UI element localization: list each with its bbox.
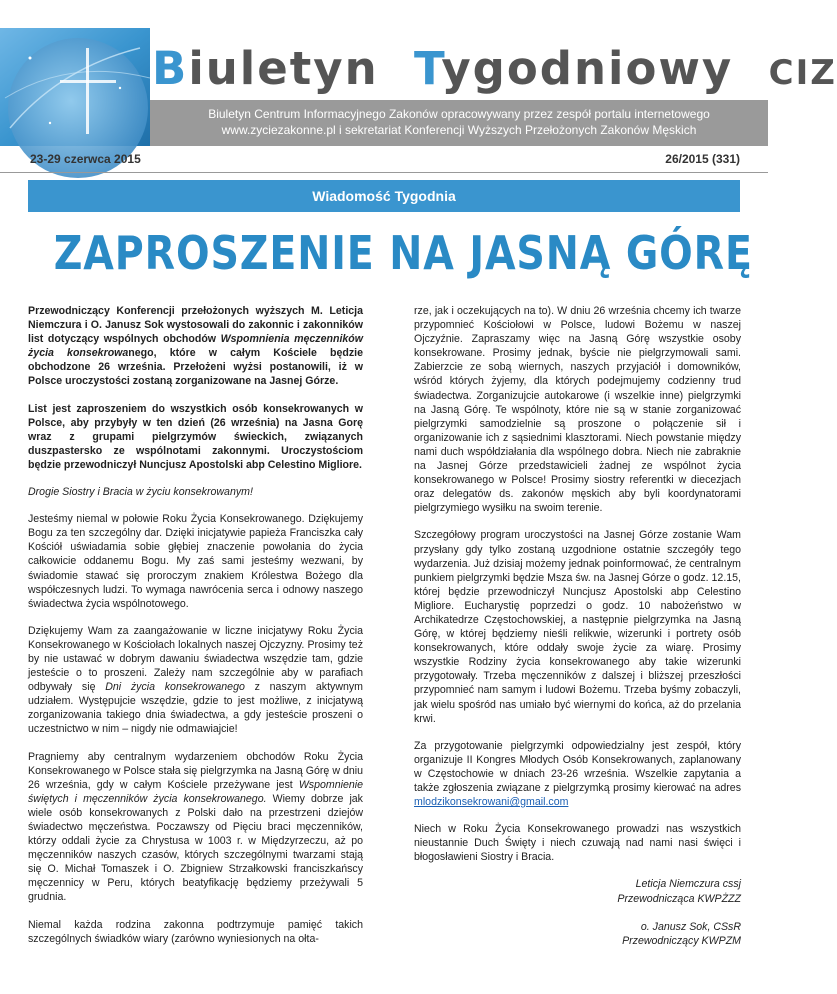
body-paragraph-1: Jesteśmy niemal w połowie Roku Życia Konsekrowanego. Dziękujemy Bogu za ten szczególny dar. Dzięki inicjatywie papieża Franciszka cały Kościół uświadamia sobie głębiej znaczenie powołania do życia całkowicie oddanemu Bogu. My zaś sami jesteśmy wezwani, by świadomie stawać się proroczym znakiem Królestwa Bożego dla współczesnych ludzi. To wymaga nawrócenia serca i odnowy naszego świadectwa życia wspólnotowego. [28, 513, 363, 610]
title-ciz: CIZ [768, 53, 837, 93]
lead-paragraph: List jest zaproszeniem do wszystkich osób konsekrowanych w Polsce, aby przybyły w ten dzień (26 września) na Jasna Gorę wraz z grupami pielgrzymów świeckich, związanych duszpastersko ze wspólnotami zakonnymi. Uroczystościom będzie przewodniczył Nuncjusz Apostolski abp Celestino Migliore. [28, 402, 363, 471]
signature-1-role: Przewodnicząca KWPŻZZ [617, 892, 741, 905]
header-subtitle-line2 [0, 123, 768, 137]
header-divider [0, 172, 768, 173]
body-paragraph-2 [28, 624, 363, 737]
bulletin-title [152, 42, 837, 95]
left-column [28, 304, 363, 959]
body-paragraph-4: Niemal każda rodzina zakonna podtrzymuje pamięć takich szczególnych świadków wiary (zarówno wyniesionych na ołta- [28, 918, 363, 945]
title-initial-t: T [413, 42, 442, 95]
signature-2-role: Przewodniczący KWPZM [622, 934, 741, 947]
p2-text-b: z naszym aktywnym udziałem. Występujcie wszędzie, gdzie to jest możliwe, z inicjatywą zorganizowania takiego dnia świadectwa, a gdy jesteście proszeni o uczestnictwo w nim – nigdy nie odmawiajcie! [28, 681, 364, 736]
right-column [414, 304, 741, 962]
greeting: Drogie Siostry i Bracia w życiu konsekrowanym! [28, 486, 253, 499]
right-paragraph-4: Niech w Roku Życia Konsekrowanego prowadzi nas wszystkich nieustannie Duch Święty i niech czuwają nad nami nasi święci i błogosławieni Siostry i Bracia. [414, 823, 741, 864]
signature-1 [414, 877, 741, 905]
right-paragraph-2: Szczegółowy program uroczystości na Jasnej Górze zostanie Wam przysłany gdy tylko zostaną uzgodnione ostatnie szczegóły tego wydarzenia. Już dzisiaj możemy jednak poinformować, że centralnym punkiem pielgrzymki będzie Msza św. na Jasnej Górze o godz. 12.15, której będzie przewodniczył Nuncjusz Apostolski abp Celestino Migliore. Eucharystię poprzedzi o godz. 10 nabożeństwo w Archikatedrze Częstochowskiej, a następnie pielgrzymka na Jasną Górę, w której będziemy nieśli relikwie, wizerunki i portrety osób konsekrowanych, które oddały swoje życie za wiarę. Prosimy wszystkie Rodziny życia konsekrowanego aby takie wizerunki przygotowały. Trzeba męczenników z dalszej i bliższej przeszłości przypomnieć nam samym i ludowi Bożemu. Trzeba byśmy zobaczyli, jak wielu spośród nas umiało być wiernymi do końca, aż do przelania krwi. [414, 529, 741, 725]
p2-text-a: Dziękujemy Wam za zaangażowanie w liczne inicjatywy Roku Życia Konsekrowanego w Kościołach lokalnych naszej Ojczyzny. Prosimy też by nie ustawać w dobrym dawaniu świadectwa wszędzie tam, gdzie jesteście o to proszeni. Zależy nam szczególnie aby w parafiach odbywały się [28, 624, 363, 694]
intro-paragraph [28, 304, 363, 389]
body-paragraph-3 [28, 750, 363, 905]
p3-text-b: Wiemy dobrze jak wiele osób konsekrowanych z Polski dało na przestrzeni dziejów świadectwo męczeństwa. Poczawszy od Pięciu braci męczenników, którzy oddali życie za Chrystusa w 1003 r. w Międzyrzeczu, aż po męczenników naszych czasów, których szczególnymi twarzami stają się O. Michał Tomaszek i O. Zbigniew Strzałkowski franciszkańscy męczennicy w Peru, których beatyfikację będziemy przeżywali 5 grudnia. [28, 792, 363, 904]
p2-text-italic: Dni życia konsekrowanego [105, 681, 245, 694]
section-label: Wiadomość Tygodnia [28, 180, 740, 212]
intro-text-b: nego, które w całym Kościele będzie obchodzone 26 września. Przełożeni wyżsi postanowili, iż w Polsce uroczystości zostaną zorganizowane na Jasnej Górze. [28, 347, 363, 388]
signature-2 [414, 920, 741, 948]
title-initial-b: B [152, 42, 189, 95]
issue-number: 26/2015 (331) [665, 152, 740, 166]
p3-text-a: Pragniemy aby centralnym wydarzeniem obchodów Roku Życia Konsekrowanego w Polsce stała się pielgrzymka na Jasną Górę w dniu 26 września, gdy w całym Kościele przeżywane jest [28, 750, 363, 791]
r3-text: Za przygotowanie pielgrzymki odpowiedzialny jest zespół, który organizuje II Kongres Młodych Osób Konsekrowanych, zaplanowany w Częstochowie w dniach 23-26 września. Wszelkie zapytania a także zgłoszenia związane z pielgrzymką prosimy kierować na adres [414, 739, 741, 794]
website-link[interactable]: www.zyciezakonne.pl [221, 123, 336, 137]
signature-1-name: Leticja Niemczura cssj [635, 878, 741, 891]
signature-2-name: o. Janusz Sok, CSsR [640, 920, 741, 933]
intro-text-a: Przewodniczący Konferencji przełożonych wyższych M. Leticja Niemczura i O. Janusz Sok wystosowali do zakonnic i zakonników list dotyczący wspólnych obchodów [28, 305, 363, 346]
right-paragraph-3 [414, 739, 741, 809]
article-headline: ZAPROSZENIE NA JASNĄ GÓRĘ [53, 226, 753, 280]
email-link[interactable]: mlodzikonsekrowani@gmail.com [414, 796, 569, 809]
header-subtitle-rest: i sekretariat Konferencji Wyższych Przełożonych Zakonów Męskich [335, 123, 697, 137]
issue-date: 23-29 czerwca 2015 [30, 152, 141, 166]
header-subtitle-line1: Biuletyn Centrum Informacyjnego Zakonów opracowywany przez zespół portalu internetowego [208, 107, 710, 121]
title-word-1: iuletyn [188, 42, 379, 95]
title-word-2: ygodniowy [441, 42, 734, 95]
intro-text-italic: Wspomnienia męczenników życia konsekrowa [28, 333, 363, 360]
right-paragraph-1: rze, jak i oczekujących na to). W dniu 26 września chcemy ich twarze przypomnieć Kościołowi w Polsce, ludowi Bożemu w naszej Ojczyźnie. Zapraszamy więc na Jasną Górę wszystkie osoby konsekrowane. Prosimy jednak, byście nie pielgrzymowali sami. Zabierzcie ze sobą wiernych, naszych przyjaciół i domowników, wśród których żyjemy, dla których podejmujemy codzienny trud świadectwa. Zorganizujcie autokarowe (i wszelkie inne) pielgrzymki na Jasną Górę. Te wspólnoty, które nie są w stanie zorganizować pielgrzymki samodzielnie są proszone o połączenie sił i organizowanie ich z sąsiednimi klasztorami. Niech powstanie między nami duch współdziałania dla wspólnego dobra. Niech nie zabraknie na Jasnej Górze przedstawicieli żadnej ze wspólnot życia konsekrowanego w Polsce! Prosimy siostry referentki w diecezjach oraz delegatów ds. zakonów męskich aby byli koordynatorami pielgrzymiego wysiłku na swoim terenie. [414, 305, 741, 515]
p3-text-italic: Wspomnienie świętych i męczenników życia konsekrowanego. [28, 778, 363, 805]
